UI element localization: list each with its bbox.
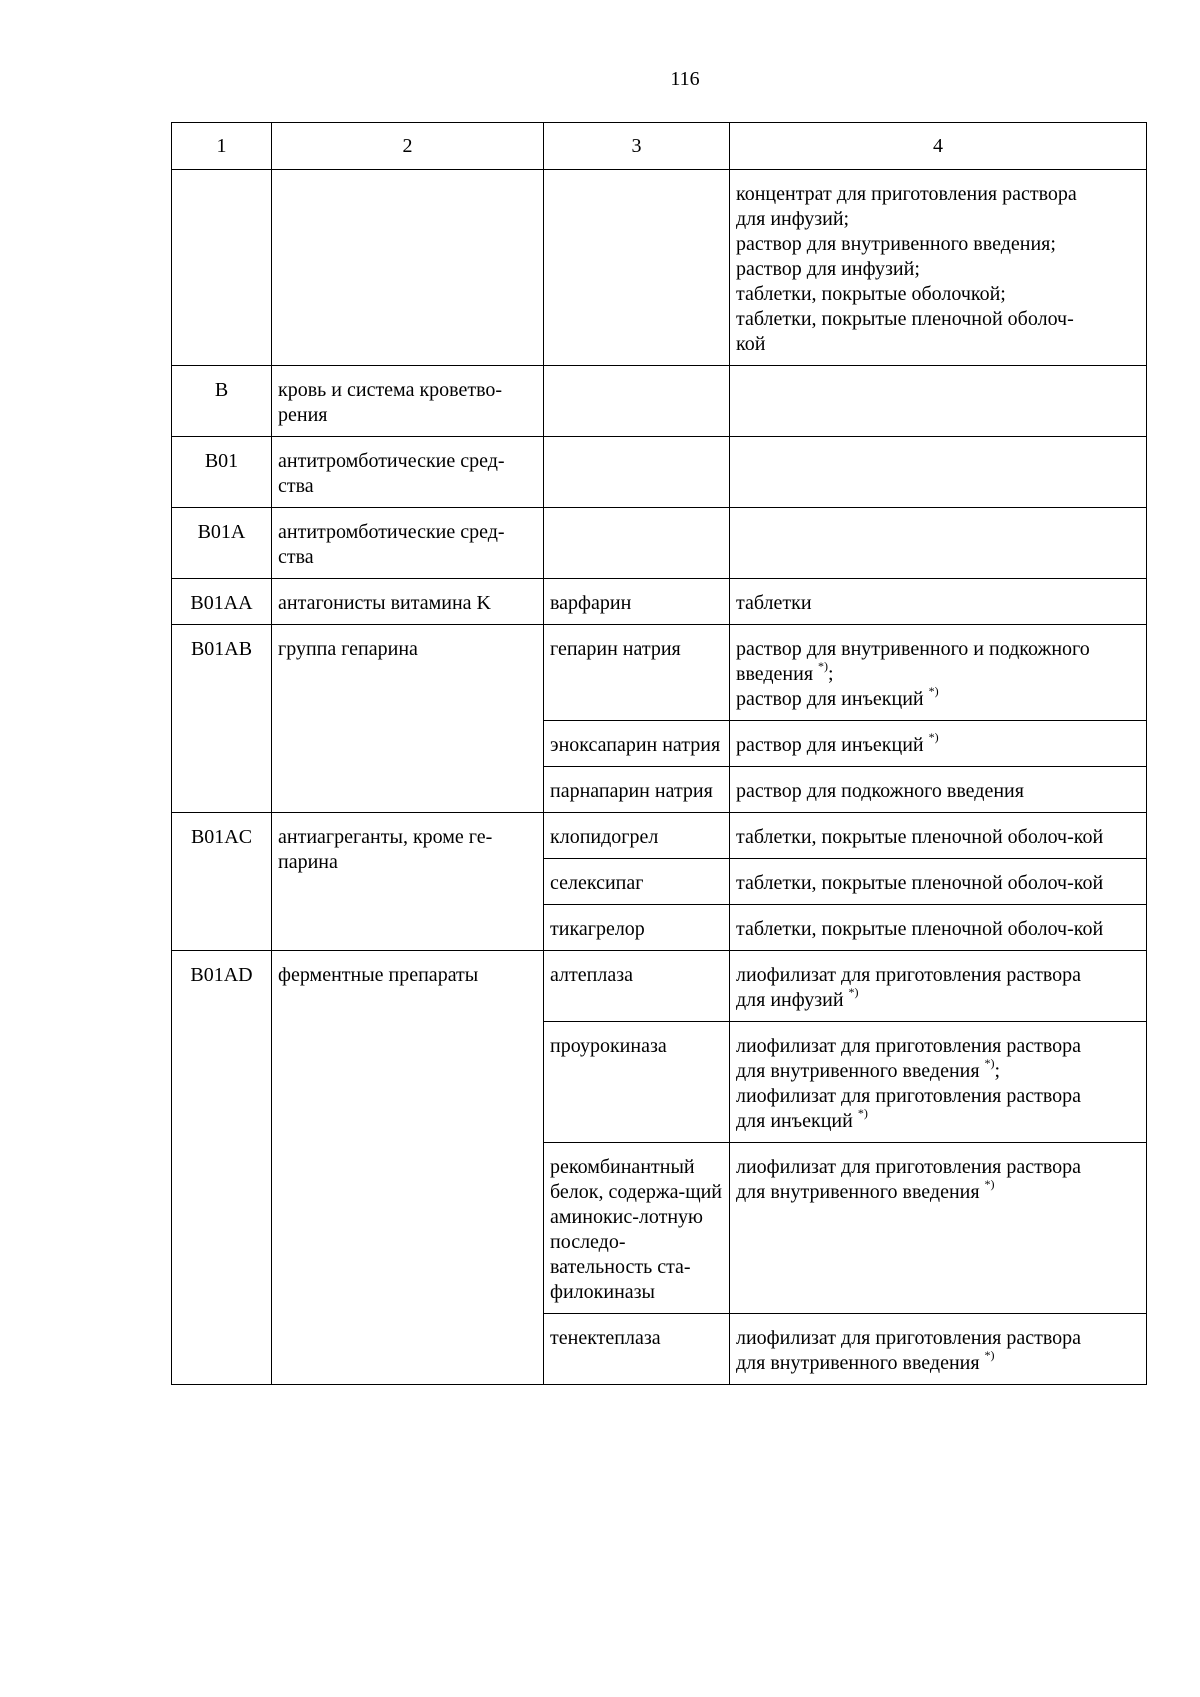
drug-name-cell [544,767,730,813]
cell-text: антиагреганты, кроме ге-парина [278,826,493,873]
dosage-form-line: введения *); [736,659,834,685]
cell-text: ферментные препараты [278,964,479,986]
atc-code-cell [172,170,272,366]
dosage-form-line [736,1177,1140,1205]
dosage-form-text: для внутривенного введения [736,1060,980,1082]
footnote-mark: *) [818,659,829,674]
atc-code-cell [172,508,272,579]
group-name-cell [272,625,544,813]
dosage-form-text: раствор для внутривенного введения; [736,233,1056,255]
dosage-forms-cell [730,859,1147,905]
dosage-form-line [736,871,1140,896]
dosage-form-text: таблетки, покрытые пленочной оболоч- [736,308,1074,330]
drug-name-cell [544,1143,730,1314]
dosage-form-text: для внутривенного введения [736,1352,980,1374]
atc-code-cell [172,437,272,508]
atc-code-cell [172,366,272,437]
footnote-mark: *) [928,730,939,745]
table-row [172,170,1147,366]
table-row [172,813,1147,859]
cell-text: рекомбинантный белок, содержа-щий аминокис-лотную последо-вательность ста-филокиназы [550,1156,723,1303]
drug-name-cell [544,813,730,859]
cell-text: тикагрелор [550,918,645,940]
dosage-form-text: раствор для подкожного введения [736,780,1024,802]
dosage-form-line [736,985,1140,1013]
dosage-forms-cell [730,813,1147,859]
cell-text: B01AC [190,826,253,848]
dosage-forms-cell [730,1022,1147,1143]
dosage-form-line [736,1326,1140,1351]
cell-text: варфарин [550,592,632,614]
dosage-form-text: раствор для инъекций [736,734,924,756]
cell-text: гепарин натрия [550,638,681,660]
dosage-form-text: концентрат для приготовления раствора [736,183,1077,205]
dosage-forms-cell [730,951,1147,1022]
dosage-form-text: таблетки, покрытые пленочной оболоч-кой [736,872,1104,894]
cell-text: парнапарин натрия [550,780,713,802]
dosage-forms-cell [730,170,1147,366]
column-header: 2 [272,123,544,170]
drug-name-cell [544,579,730,625]
table-row [172,366,1147,437]
medicines-table [171,122,1147,1385]
dosage-form-text: таблетки, покрытые оболочкой; [736,283,1006,305]
cell-text: B01 [204,450,239,472]
group-name-cell [272,579,544,625]
dosage-form-text: кой [736,333,766,355]
dosage-form-line [736,1106,1140,1134]
cell-text: антагонисты витамина K [278,592,491,614]
dosage-forms-cell [730,767,1147,813]
dosage-form-text: для инфузий [736,989,844,1011]
cell-text: селексипаг [550,872,644,894]
atc-code-cell [172,579,272,625]
dosage-form-text: лиофилизат для приготовления раствора [736,1085,1082,1107]
dosage-form-line [736,591,1140,616]
dosage-form-text: раствор для инфузий; [736,258,920,280]
group-name-cell [272,437,544,508]
dosage-form-line [736,207,1140,232]
dosage-forms-cell [730,1143,1147,1314]
drug-name-cell [544,437,730,508]
cell-text: антитромботические сред-ства [278,521,505,568]
column-header: 4 [730,123,1147,170]
dosage-form-text: для внутривенного введения [736,1181,980,1203]
header-row [172,123,1147,170]
dosage-form-line [736,825,1140,850]
dosage-form-line [736,282,1140,307]
dosage-form-line [736,1155,1140,1180]
dosage-form-line [736,257,1140,282]
drug-name-cell [544,170,730,366]
footnote-mark: *) [928,684,939,699]
page-number: 116 [670,68,700,90]
dosage-form-text: раствор для инъекций [736,688,924,710]
atc-code-cell [172,951,272,1385]
drug-name-cell [544,366,730,437]
footnote-mark: *) [984,1177,995,1192]
drug-name-cell [544,721,730,767]
dosage-form-line [736,307,1140,332]
dosage-form-text: раствор для внутривенного и подкожного [736,638,1090,660]
drug-name-cell [544,1314,730,1385]
cell-text: B01AB [190,638,253,660]
cell-text: B [214,379,229,401]
table-row [172,508,1147,579]
dosage-form-text: лиофилизат для приготовления раствора [736,1327,1082,1349]
group-name-cell [272,366,544,437]
dosage-form-line [736,1084,1140,1109]
drug-name-cell [544,508,730,579]
dosage-form-line [736,730,1140,758]
dosage-forms-cell [730,437,1147,508]
cell-text: эноксапарин натрия [550,734,721,756]
table-row [172,437,1147,508]
footnote-mark: *) [857,1106,868,1121]
cell-text: B01AA [190,592,253,614]
dosage-form-text: для инъекций [736,1110,853,1132]
dosage-form-line [736,963,1140,988]
dosage-forms-cell [730,905,1147,951]
dosage-forms-cell [730,1314,1147,1385]
drug-name-cell [544,859,730,905]
dosage-form-line [736,684,1140,712]
dosage-forms-cell [730,625,1147,721]
dosage-form-text: введения [736,663,814,685]
cell-text: антитромботические сред-ства [278,450,505,497]
dosage-form-text: таблетки [736,592,812,614]
cell-text: алтеплаза [550,964,633,986]
dosage-form-line [736,917,1140,942]
dosage-form-text: для инфузий; [736,208,850,230]
group-name-cell [272,508,544,579]
dosage-forms-cell [730,508,1147,579]
drug-name-cell [544,905,730,951]
dosage-form-line [736,182,1140,207]
atc-code-cell [172,625,272,813]
column-header: 1 [172,123,272,170]
cell-text: группа гепарина [278,638,418,660]
column-header: 3 [544,123,730,170]
dosage-form-line [736,779,1140,804]
table-row [172,579,1147,625]
cell-text: клопидогрел [550,826,659,848]
cell-text: кровь и система кроветво-рения [278,379,503,426]
drug-name-cell [544,1022,730,1143]
footnote-mark: *) [848,985,859,1000]
dosage-forms-cell [730,366,1147,437]
dosage-form-line [736,332,1140,357]
cell-text: B01AD [190,964,253,986]
cell-text: тенектеплаза [550,1327,661,1349]
dosage-form-line: для внутривенного введения *); [736,1056,1001,1082]
dosage-form-text: лиофилизат для приготовления раствора [736,1035,1082,1057]
table-row [172,625,1147,721]
atc-code-cell [172,813,272,951]
dosage-form-text: лиофилизат для приготовления раствора [736,964,1082,986]
group-name-cell [272,813,544,951]
table-row [172,951,1147,1022]
cell-text: проурокиназа [550,1035,667,1057]
dosage-form-line [736,637,1140,662]
footnote-mark: *) [984,1348,995,1363]
dosage-forms-cell [730,721,1147,767]
drug-name-cell [544,951,730,1022]
group-name-cell [272,951,544,1385]
footnote-mark: *) [984,1056,995,1071]
dosage-form-line [736,1034,1140,1059]
group-name-cell [272,170,544,366]
dosage-forms-cell [730,579,1147,625]
dosage-form-line [736,1348,1140,1376]
dosage-form-text: таблетки, покрытые пленочной оболоч-кой [736,826,1104,848]
dosage-form-text: лиофилизат для приготовления раствора [736,1156,1082,1178]
dosage-form-line [736,232,1140,257]
dosage-form-text: таблетки, покрытые пленочной оболоч-кой [736,918,1104,940]
cell-text: B01A [197,521,246,543]
drug-name-cell [544,625,730,721]
